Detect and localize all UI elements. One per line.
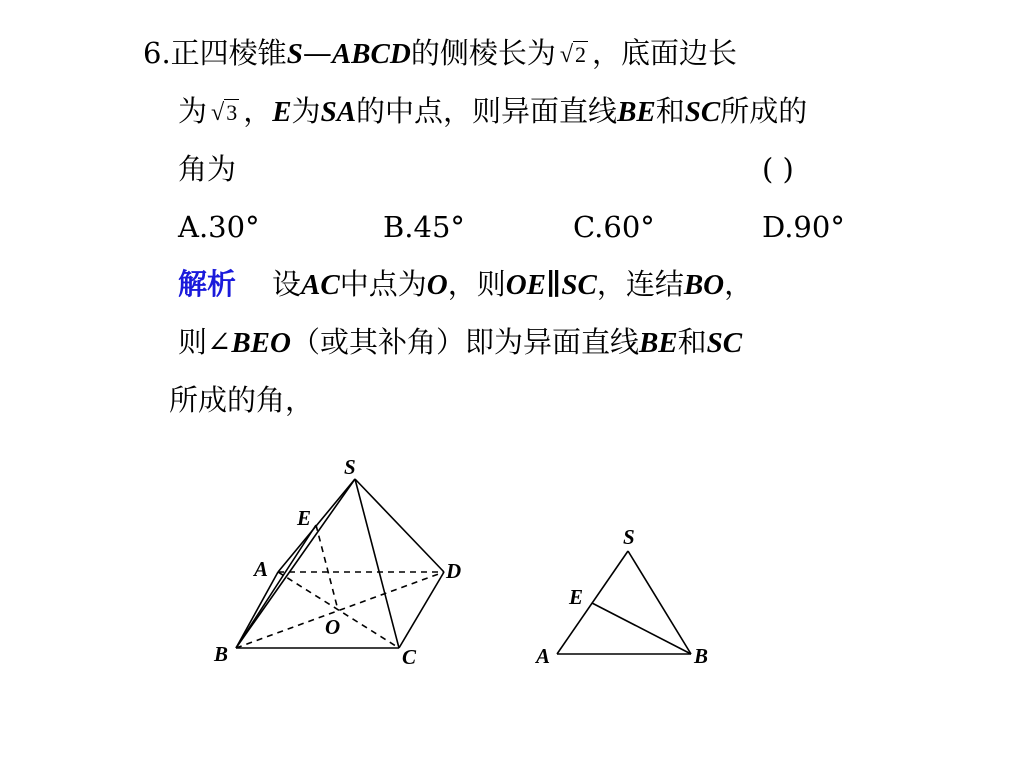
segment-EB: [236, 525, 316, 648]
var-BEO: BEO: [231, 327, 291, 359]
label-S: S: [344, 455, 356, 479]
text: 和: [677, 325, 707, 359]
solution-label: 解析: [178, 267, 237, 301]
var-E: E: [272, 96, 292, 128]
label-B: B: [214, 642, 229, 666]
text: 角为: [178, 152, 237, 186]
text: ，: [243, 94, 273, 128]
var-AC: AC: [301, 269, 340, 301]
text: ，: [724, 267, 754, 301]
pyramid-labels: [213, 455, 461, 669]
text: ，底面边长: [592, 36, 738, 70]
label-E: E: [297, 506, 312, 530]
var-SA: SA: [320, 96, 357, 128]
label-O: O: [325, 615, 341, 639]
text: 则∠: [178, 325, 232, 359]
var-ABCD: ABCD: [331, 38, 411, 70]
label-A: A: [254, 557, 269, 581]
edge-SC: [355, 479, 399, 648]
text: 所成的: [720, 94, 808, 128]
var-S: S: [286, 38, 303, 70]
var-BE: BE: [617, 96, 656, 128]
var-BO: BO: [683, 269, 725, 301]
text: ，则: [447, 267, 506, 301]
label-D: D: [446, 559, 462, 583]
option-b: B.45°: [383, 210, 465, 244]
label-B: B: [694, 644, 709, 668]
text: ，连结: [596, 267, 684, 301]
problem-number: 6.: [143, 36, 171, 70]
text: 正四棱锥: [170, 36, 287, 70]
sqrt-3: √3: [211, 100, 238, 126]
var-SC: SC: [706, 327, 743, 359]
option-d: D.90°: [762, 210, 845, 244]
text: 为: [291, 94, 321, 128]
label-A: A: [536, 644, 551, 668]
option-c: C.60°: [573, 210, 655, 244]
text: 设: [272, 267, 302, 301]
text: （或其补角）即为异面直线: [290, 325, 639, 359]
text: 中点为: [339, 267, 427, 301]
solution-line-3: 所成的角，: [169, 383, 315, 417]
text: 为: [178, 94, 208, 128]
edge-CD: [399, 572, 444, 648]
text: 的侧棱长为: [410, 36, 556, 70]
text: 的中点，则异面直线: [356, 94, 618, 128]
edge-SD: [355, 479, 444, 572]
answer-parentheses: ( ): [762, 152, 794, 186]
var-SC: SC: [684, 96, 721, 128]
dash: —: [302, 36, 332, 70]
edge-BA: [236, 572, 278, 648]
text: 和: [655, 94, 685, 128]
var-O: O: [426, 269, 448, 301]
var-OE-parallel-SC: OE∥SC: [505, 269, 597, 301]
triangle-labels: [534, 525, 708, 668]
label-C: C: [402, 645, 417, 669]
sqrt-2: √2: [559, 42, 586, 68]
label-E: E: [569, 585, 584, 609]
label-S: S: [623, 525, 635, 549]
var-BE: BE: [638, 327, 678, 359]
option-a: A.30°: [178, 210, 260, 244]
